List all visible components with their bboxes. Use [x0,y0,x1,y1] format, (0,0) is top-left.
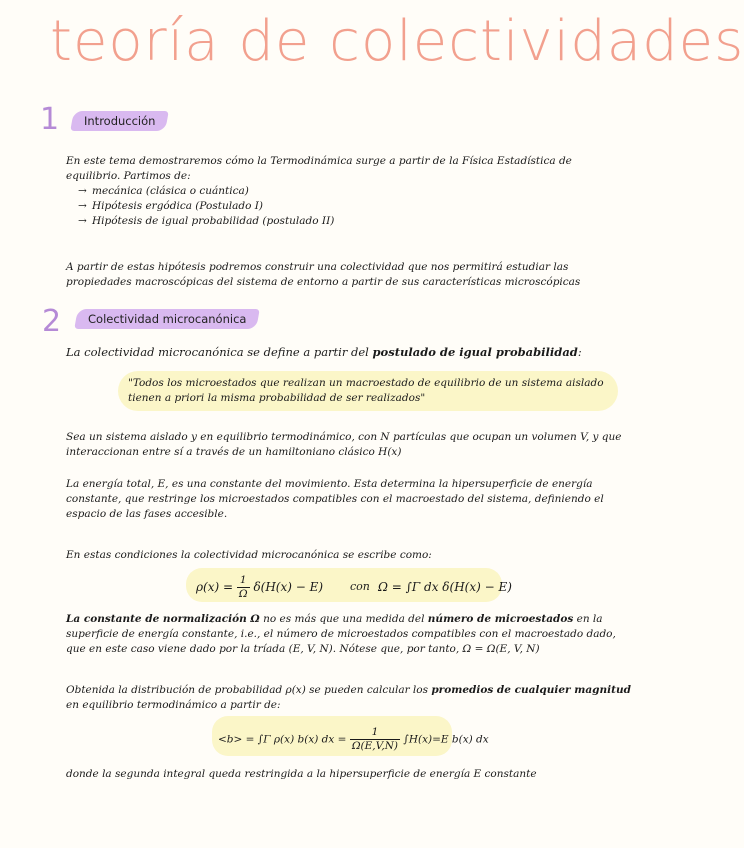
normalization-bold: La constante de normalización Ω [66,613,260,625]
formula3-lhs: <b> = ∫Γ ρ(x) b(x) dx = [218,733,347,746]
formula1-den: Ω [238,588,248,600]
average-bold: promedios de cualquier magnitud [431,684,631,696]
energy-paragraph: La energía total, E, es una constante del movimiento. Esta determina la hipersuperficie de energía constante, que restringe los microestados compatibles con el macroestado del sistema, definiendo el espacio de las fases accesible. [66,478,604,520]
formula1-lhs: ρ(x) = [196,580,234,594]
page-title: teoría de colectividades [50,9,744,74]
section-1-label [70,111,169,131]
intro-text: En este tema demostraremos cómo la Termodinámica surge a partir de la Física Estadística de equilibrio. Partimos de: [66,155,572,182]
section-2-number: 2 [42,304,62,339]
average-prefix: Obtenida la distribución de probabilidad ρ(x) se pueden calcular los [66,684,432,696]
normalization-formula: Ω = ∫Γ dx δ(H(x) − E) [378,580,512,594]
average-suffix: en equilibrio termodinámico a partir de: [66,699,281,711]
normalization-bold-2: número de microestados [427,613,574,625]
section-1-number: 1 [40,102,60,137]
formula1-rhs: δ(H(x) − E) [253,580,324,594]
final-paragraph: donde la segunda integral queda restringida a la hipersuperficie de energía E constante [66,768,537,780]
postulate-quote: "Todos los microestados que realizan un macroestado de equilibrio de un sistema aislado tienen a priori la misma probabilidad de ser realizados" [128,377,604,404]
normalization-paragraph [66,612,631,657]
closing-paragraph: A partir de estas hipótesis podremos construir una colectividad que nos permitirá estudiar las propiedades macroscópicas del sistema de entorno a partir de sus características microscópicas [66,261,581,288]
formula3-num: 1 [350,726,400,740]
definition-paragraph [66,345,626,360]
section-1-label-text: Introducción [84,114,156,128]
list-item: → Hipótesis de igual probabilidad (postulado II) [78,214,626,229]
average-paragraph [66,683,631,713]
system-paragraph: Sea un sistema aislado y en equilibrio termodinámico, con N partículas que ocupan un volumen V, y que interaccionan entre sí a través de un hamiltoniano clásico H(x) [66,431,622,458]
definition-bold: postulado de igual probabilidad [372,345,578,359]
formula1-fraction [237,574,250,601]
intro-list [78,184,626,229]
formula3-fraction [350,726,400,753]
conditions-paragraph: En estas condiciones la colectividad microcanónica se escribe como: [66,549,432,561]
section-2-label [74,309,260,329]
formula-con: con [350,580,370,593]
list-item: → Hipótesis ergódica (Postulado I) [78,199,626,214]
intro-paragraph [66,154,626,229]
average-formula [218,726,489,753]
section-2-label-text: Colectividad microcanónica [88,312,247,326]
normalization-mid: no es más que una medida del [259,613,428,625]
definition-suffix: : [577,345,582,359]
normalization-rest: en la superficie de energía constante, i.e., el número de microestados compatibles con el macroestado dado, que en este caso viene dado por la tríada (E, V, N). Nótese que, por tanto, Ω = Ω(E, V, N) [66,613,616,655]
formula1-num: 1 [237,574,250,588]
formula3-rhs: ∫H(x)=E b(x) dx [403,733,489,746]
list-item: → mecánica (clásica o cuántica) [78,184,626,199]
formula3-den: Ω(E,V,N) [351,740,398,752]
definition-prefix: La colectividad microcanónica se define a partir del [66,345,373,359]
probability-formula [196,574,323,601]
